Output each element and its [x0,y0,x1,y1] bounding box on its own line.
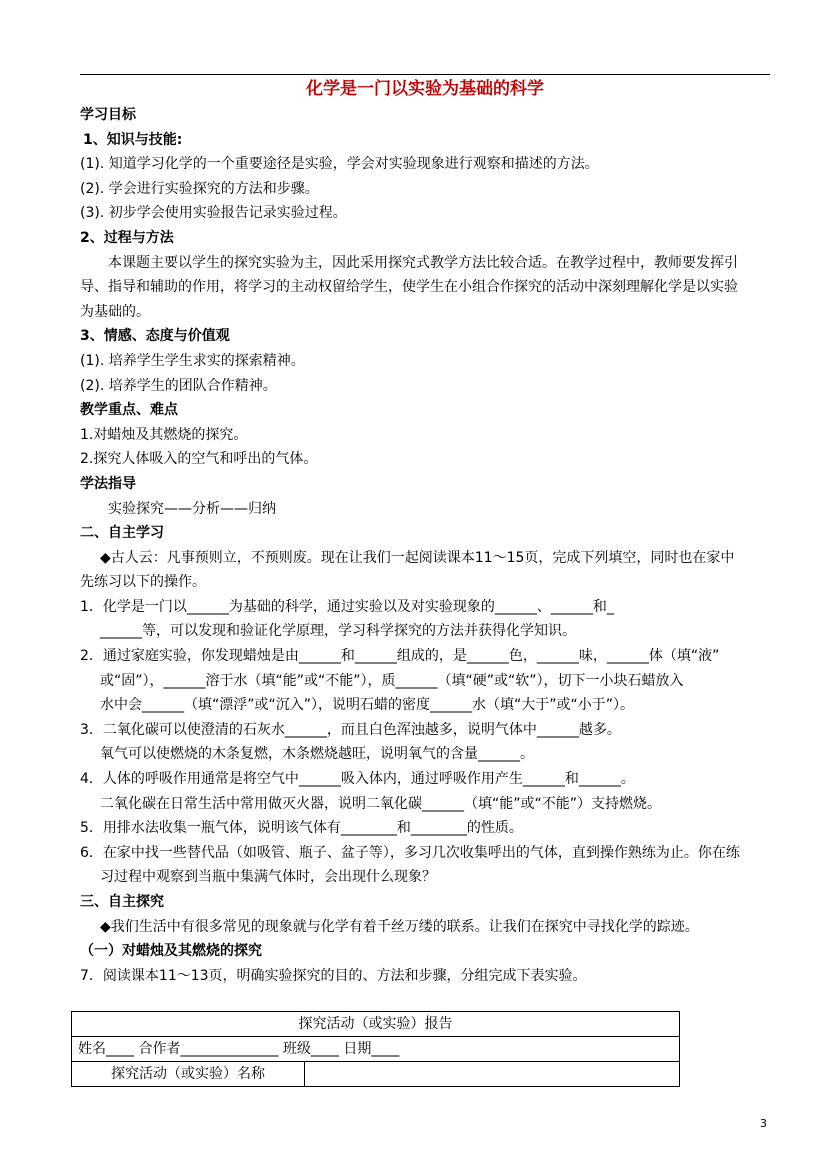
text-line: (3). 初步学会使用实验报告记录实验过程。 [80,205,347,222]
question-line: 7．阅读课本11～13页，明确实验探究的目的、方法和步骤，分组完成下表实验。 [80,967,587,984]
report-header: 探究活动（或实验）报告 [72,1012,680,1037]
question-line: 6．在家中找一些替代品（如吸管、瓶子、盆子等），多习几次收集呼出的气体，直到操作熟练为止。你在练 [80,844,740,861]
text-line: (1). 培养学生学生求实的探索精神。 [80,352,305,369]
page-number: 3 [760,1117,767,1130]
section-heading: （一）对蜡烛及其燃烧的探究 [80,943,262,960]
question-line: 5．用排水法收集一瓶气体，说明该气体有________和________的性质。 [80,820,523,837]
text-line: (1). 知道学习化学的一个重要途径是实验，学会对实验现象进行观察和描述的方法。 [80,156,599,173]
section-heading: 三、自主探究 [80,894,164,910]
question-line: 水中会______（填“漂浮”或“沉入”），说明石蜡的密度______水（填“大于”或“小于”）。 [100,697,635,714]
question-line: 习过程中观察到当瓶中集满气体时，会出现什么现象？ [100,869,436,886]
text-line: (2). 培养学生的团队合作精神。 [80,377,277,394]
text-line: 先练习以下的操作。 [80,574,206,591]
text-line: 实验探究——分析——归纳 [108,500,276,517]
activity-name-cell[interactable] [305,1062,680,1087]
section-heading: 1、知识与技能: [83,131,183,148]
question-line: 4．人体的呼吸作用通常是将空气中______吸入体内，通过呼吸作用产生______和______。 [80,771,635,788]
section-heading: 学法指导 [80,475,136,492]
section-heading: 3、情感、态度与价值观 [80,328,230,345]
question-line: 2．通过家庭实验，你发现蜡烛是由______和______组成的，是______色，______味，______体（填“液” [80,648,720,665]
section-heading: 学习目标 [80,107,136,123]
question-line: 或“固”），______溶于水（填“能”或“不能”），质______（填“硬”或“软”），切下一小块石蜡放入 [100,672,684,689]
text-line: 为基础的。 [80,303,150,320]
question-line: 二氧化碳在日常生活中常用做灭火器，说明二氧化碳______（填“能”或“不能”）支持燃烧。 [100,795,662,812]
text-line: 1.对蜡烛及其燃烧的探究。 [80,426,248,443]
text-line: 2.探究人体吸入的空气和呼出的气体。 [80,451,318,468]
activity-name-label: 探究活动（或实验）名称 [72,1062,305,1087]
experiment-report-table [71,1011,680,1087]
text-line: (2). 学会进行实验探究的方法和步骤。 [80,180,319,197]
text-line: ◆古人云：凡事预则立，不预则废。现在让我们一起阅读课本11～15页，完成下列填空，同时也在家中 [100,549,735,566]
page-title: 化学是一门以实验为基础的科学 [306,79,544,99]
question-line: ______等，可以发现和验证化学原理，学习科学探究的方法并获得化学知识。 [100,623,576,640]
text-line: 导、指导和辅助的作用，将学习的主动权留给学生，使学生在小组合作探究的活动中深刻理解化学是以实验 [80,279,738,296]
section-heading: 2、过程与方法 [80,229,174,246]
section-heading: 教学重点、难点 [80,402,178,419]
question-line: 1．化学是一门以______为基础的科学，通过实验以及对实验现象的______、______和_ [80,598,614,615]
document-body [80,103,775,988]
question-line: 3．二氧化碳可以使澄清的石灰水______，而且白色浑浊越多，说明气体中______越多。 [80,721,621,738]
report-info-row: 姓名____ 合作者______________ 班级____ 日期____ [72,1037,680,1062]
text-line: ◆我们生活中有很多常见的现象就与化学有着千丝万缕的联系。让我们在探究中寻找化学的踪迹。 [100,918,699,935]
section-heading: 二、自主学习 [80,525,164,542]
question-line: 氧气可以使燃烧的木条复燃，木条燃烧越旺，说明氧气的含量______。 [100,746,534,763]
text-line: 本课题主要以学生的探究实验为主，因此采用探究式教学方法比较合适。在教学过程中，教师要发挥引 [108,254,738,271]
header-rule [80,74,770,75]
